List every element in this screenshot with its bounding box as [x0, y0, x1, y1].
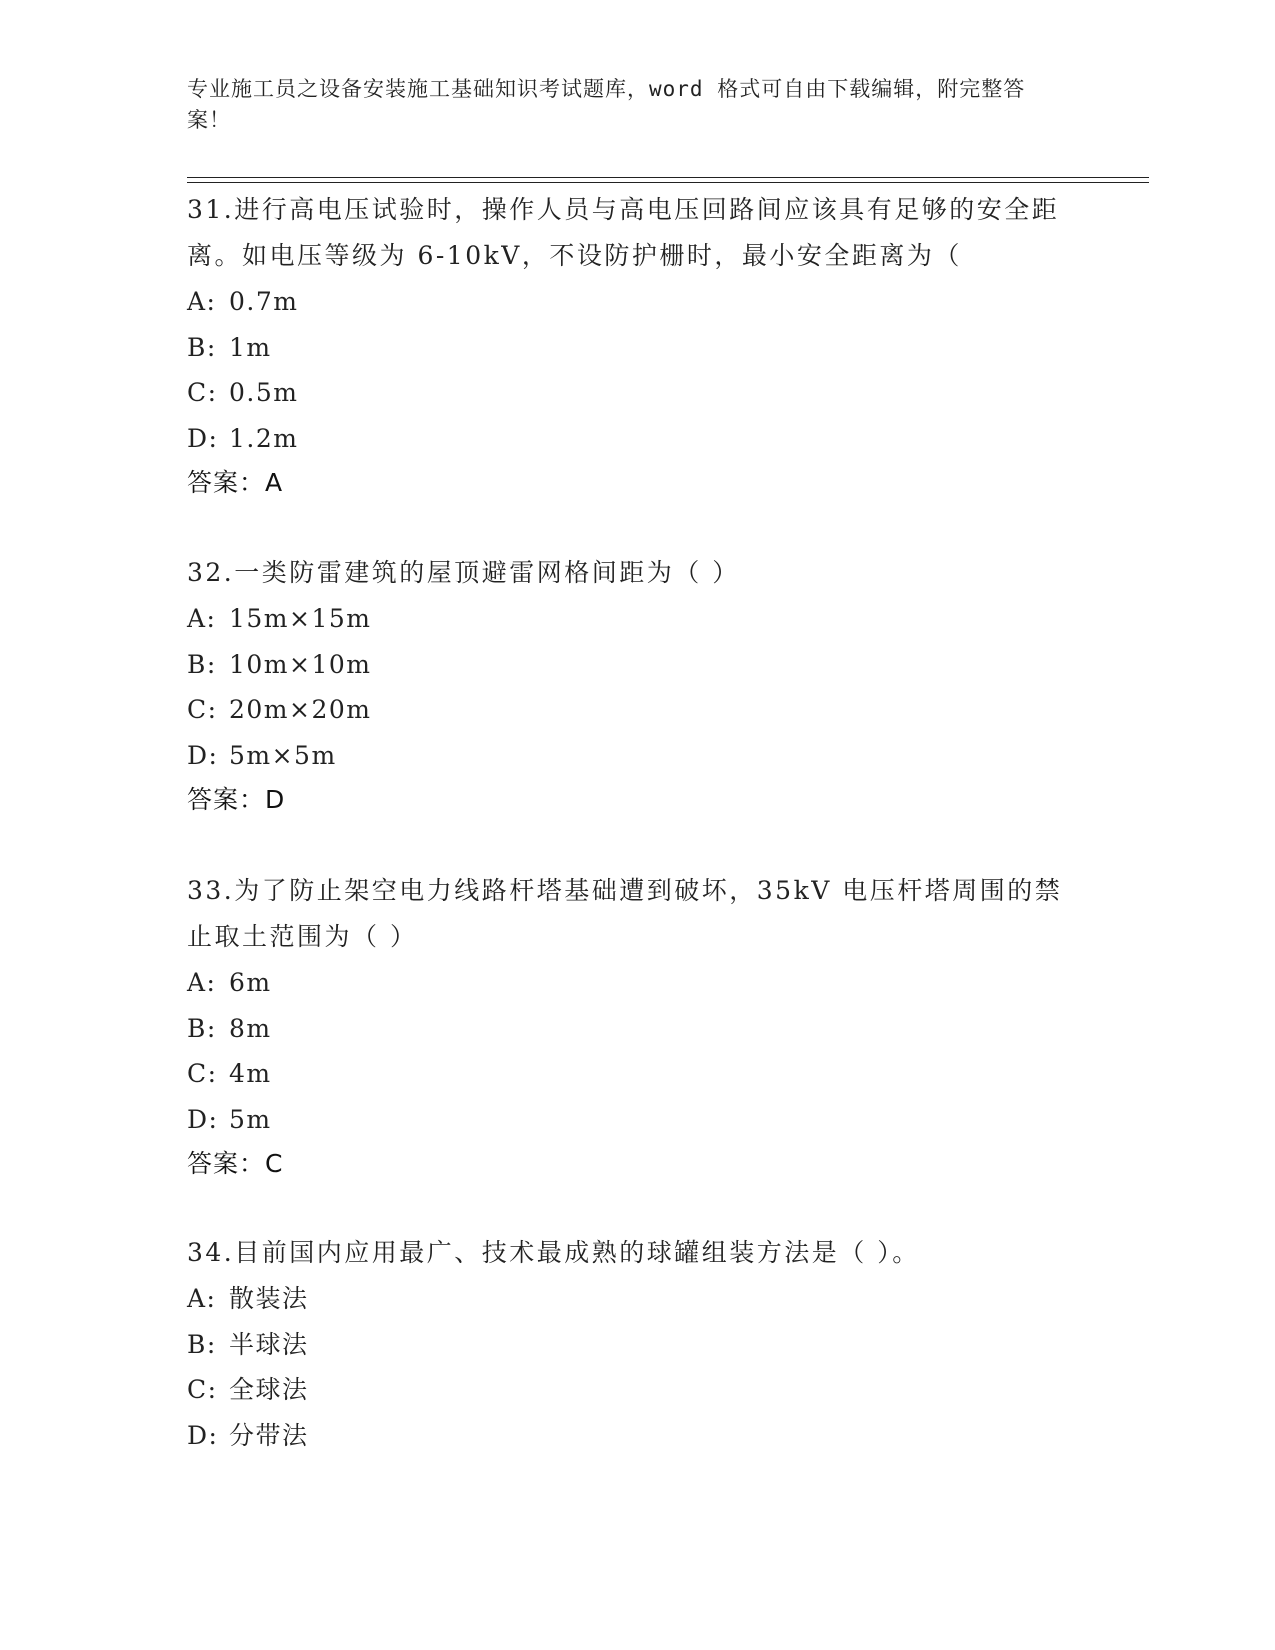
option-letter: A:: [187, 604, 217, 633]
question-31: [187, 187, 1087, 505]
question-stem: 32.一类防雷建筑的屋顶避雷网格间距为（ ）: [187, 558, 740, 587]
question-stem: 33.为了防止架空电力线路杆塔基础遭到破坏，35kV 电压杆塔周围的禁止取土范围为（ ）: [187, 876, 1063, 951]
option-letter: D:: [187, 1420, 219, 1450]
option-c: [187, 1367, 1087, 1413]
option-text: 10m×10m: [229, 649, 372, 679]
option-text: 半球法: [229, 1329, 309, 1359]
option-letter: B:: [187, 1013, 217, 1043]
option-text: 1.2m: [229, 423, 299, 453]
answer-line: 答案：D: [187, 785, 286, 814]
option-text: 8m: [229, 1013, 272, 1043]
option-letter: B:: [187, 1329, 217, 1359]
option-text: 全球法: [229, 1375, 309, 1404]
option-d: [187, 733, 1087, 779]
option-text: 5m×5m: [229, 740, 337, 770]
option-letter: A:: [187, 1284, 217, 1313]
option-letter: B:: [187, 332, 217, 362]
option-text: 4m: [229, 1059, 272, 1088]
answer-line: 答案：A: [187, 468, 284, 497]
option-letter: A:: [187, 968, 217, 997]
header-divider-top: [187, 177, 1149, 178]
option-letter: D:: [187, 740, 219, 770]
option-letter: C:: [187, 695, 218, 724]
option-d: [187, 1413, 1087, 1459]
option-text: 5m: [229, 1104, 272, 1134]
option-text: 1m: [229, 332, 272, 362]
option-c: [187, 687, 1087, 733]
question-stem: 31.进行高电压试验时，操作人员与高电压回路间应该具有足够的安全距离。如电压等级为 6-10kV，不设防护栅时，最小安全距离为（: [187, 195, 1060, 270]
option-letter: B:: [187, 649, 217, 679]
option-text: 6m: [229, 968, 272, 997]
option-text: 分带法: [229, 1420, 309, 1450]
question-33: [187, 868, 1087, 1186]
option-letter: D:: [187, 423, 219, 453]
option-text: 20m×20m: [229, 695, 372, 724]
option-text: 15m×15m: [229, 604, 372, 633]
option-b: [187, 1006, 1087, 1052]
document-header: 专业施工员之设备安装施工基础知识考试题库，word 格式可自由下载编辑，附完整答案！: [187, 77, 1026, 132]
answer-line: 答案：C: [187, 1149, 284, 1178]
option-b: [187, 325, 1087, 371]
question-stem: 34.目前国内应用最广、技术最成熟的球罐组装方法是（ ）。: [187, 1238, 920, 1267]
header-divider-bottom: [187, 182, 1149, 183]
question-32: [187, 550, 1087, 822]
option-d: [187, 1097, 1087, 1143]
option-d: [187, 416, 1087, 462]
option-letter: C:: [187, 1375, 218, 1404]
option-a: [187, 960, 1087, 1006]
option-letter: D:: [187, 1104, 219, 1134]
option-c: [187, 1051, 1087, 1097]
option-c: [187, 370, 1087, 416]
option-b: [187, 1322, 1087, 1368]
option-letter: A:: [187, 287, 217, 316]
option-b: [187, 642, 1087, 688]
question-34: [187, 1230, 1087, 1458]
option-letter: C:: [187, 1059, 218, 1088]
option-text: 0.7m: [229, 287, 299, 316]
option-a: [187, 279, 1087, 325]
option-text: 散装法: [229, 1284, 309, 1313]
option-text: 0.5m: [229, 378, 299, 407]
option-letter: C:: [187, 378, 218, 407]
option-a: [187, 1276, 1087, 1322]
option-a: [187, 596, 1087, 642]
